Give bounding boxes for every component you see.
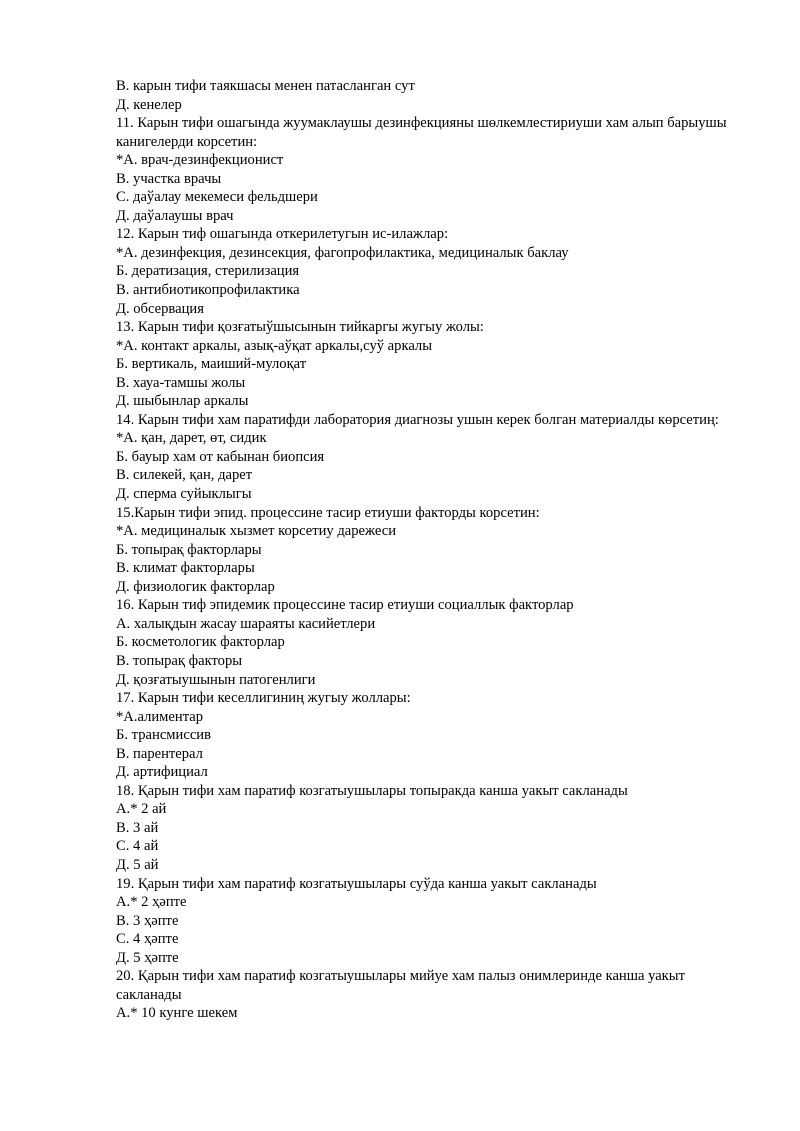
answer-option: *А. контакт аркалы, азық-аўқат аркалы,суў аркалы	[116, 337, 433, 354]
answer-option: *А. медициналык хызмет корсетиу дарежеси	[116, 523, 397, 540]
answer-option: А.* 10 кунге шекем	[116, 1005, 238, 1022]
question-13: 13. Карын тифи қозғатыўшысынын тийкаргы жугыу жолы:	[116, 319, 484, 336]
question-15: 15.Карын тифи эпид. процессине тасир етиуши факторды корсетин:	[116, 504, 540, 521]
question-14: 14. Карын тифи хам паратифди лаборатория диагнозы ушын керек болган материалды көрсетиң:	[116, 411, 719, 428]
answer-option: В. 3 ҳәпте	[116, 912, 179, 929]
answer-option: В. парентерал	[116, 745, 203, 762]
question-17: 17. Карын тифи кеселлигиниң жугыу жоллары:	[116, 690, 411, 707]
answer-option: С. 4 ҳәпте	[116, 931, 179, 948]
answer-option: Д. артифициал	[116, 764, 208, 781]
answer-option: А. халықдын жасау шараяты касийетлери	[116, 615, 376, 632]
answer-option: В. хауа-тамшы жолы	[116, 374, 246, 391]
question-20: 20. Қарын тифи хам паратиф козгатыушылары мийуе хам палыз онимлеринде канша уакыт сакланады	[116, 968, 685, 1003]
answer-option: *А. врач-дезинфекционист	[116, 152, 284, 169]
answer-option: В. антибиотикопрофилактика	[116, 282, 300, 299]
answer-option: В. участка врачы	[116, 170, 222, 187]
question-19: 19. Қарын тифи хам паратиф козгатыушылары суўда канша уакыт сакланады	[116, 875, 597, 892]
answer-option: А.* 2 ҳәпте	[116, 894, 187, 911]
answer-option: Б. вертикаль, маиший-мулоқат	[116, 356, 307, 373]
answer-option: Д. даўалаушы врач	[116, 207, 234, 224]
answer-option: Д. 5 ай	[116, 856, 159, 873]
question-16: 16. Карын тиф эпидемик процессине тасир етиуши социаллык факторлар	[116, 597, 574, 614]
answer-option: Б. бауыр хам от кабынан биопсия	[116, 448, 325, 465]
question-12: 12. Карын тиф ошагында откерилетугын ис-илажлар:	[116, 226, 449, 243]
answer-option: Д. обсервация	[116, 300, 204, 317]
answer-option: Б. дератизация, стерилизация	[116, 263, 300, 280]
answer-option: Д. қозғатыушынын патогенлиги	[116, 671, 316, 688]
question-18: 18. Қарын тифи хам паратиф козгатыушылары топыракда канша уакыт сакланады	[116, 782, 628, 799]
answer-option: Д. физиологик факторлар	[116, 578, 275, 595]
answer-option: *А. дезинфекция, дезинсекция, фагопрофилактика, медициналык баклау	[116, 244, 569, 261]
answer-option: В. топырақ факторы	[116, 652, 243, 669]
answer-option: Б. трансмиссив	[116, 727, 211, 744]
answer-option: В. силекей, қан, дарет	[116, 467, 253, 484]
answer-option: С. 4 ай	[116, 838, 159, 855]
answer-option: *А. қан, дарет, өт, сидик	[116, 430, 267, 447]
answer-option: Б. топырақ факторлары	[116, 541, 262, 558]
answer-option: В. 3 ай	[116, 819, 159, 836]
answer-option: *А.алиментар	[116, 708, 204, 725]
answer-option: Д. 5 ҳәпте	[116, 949, 179, 966]
text-line: Д. кенелер	[116, 96, 182, 113]
answer-option: Б. косметологик факторлар	[116, 634, 285, 651]
answer-option: Д. сперма суйыклыгы	[116, 486, 252, 503]
answer-option: Д. шыбынлар аркалы	[116, 393, 249, 410]
answer-option: С. даўалау мекемеси фельдшери	[116, 189, 318, 206]
question-11: 11. Карын тифи ошагында жуумаклаушы дезинфекцияны шөлкемлестириуши хам алып барыушы канигелерди корсетин:	[116, 115, 727, 150]
document-page	[116, 77, 736, 1023]
answer-option: В. климат факторлары	[116, 560, 255, 577]
answer-option: А.* 2 ай	[116, 801, 167, 818]
text-line: В. карын тифи таякшасы менен патасланган сут	[116, 78, 415, 94]
